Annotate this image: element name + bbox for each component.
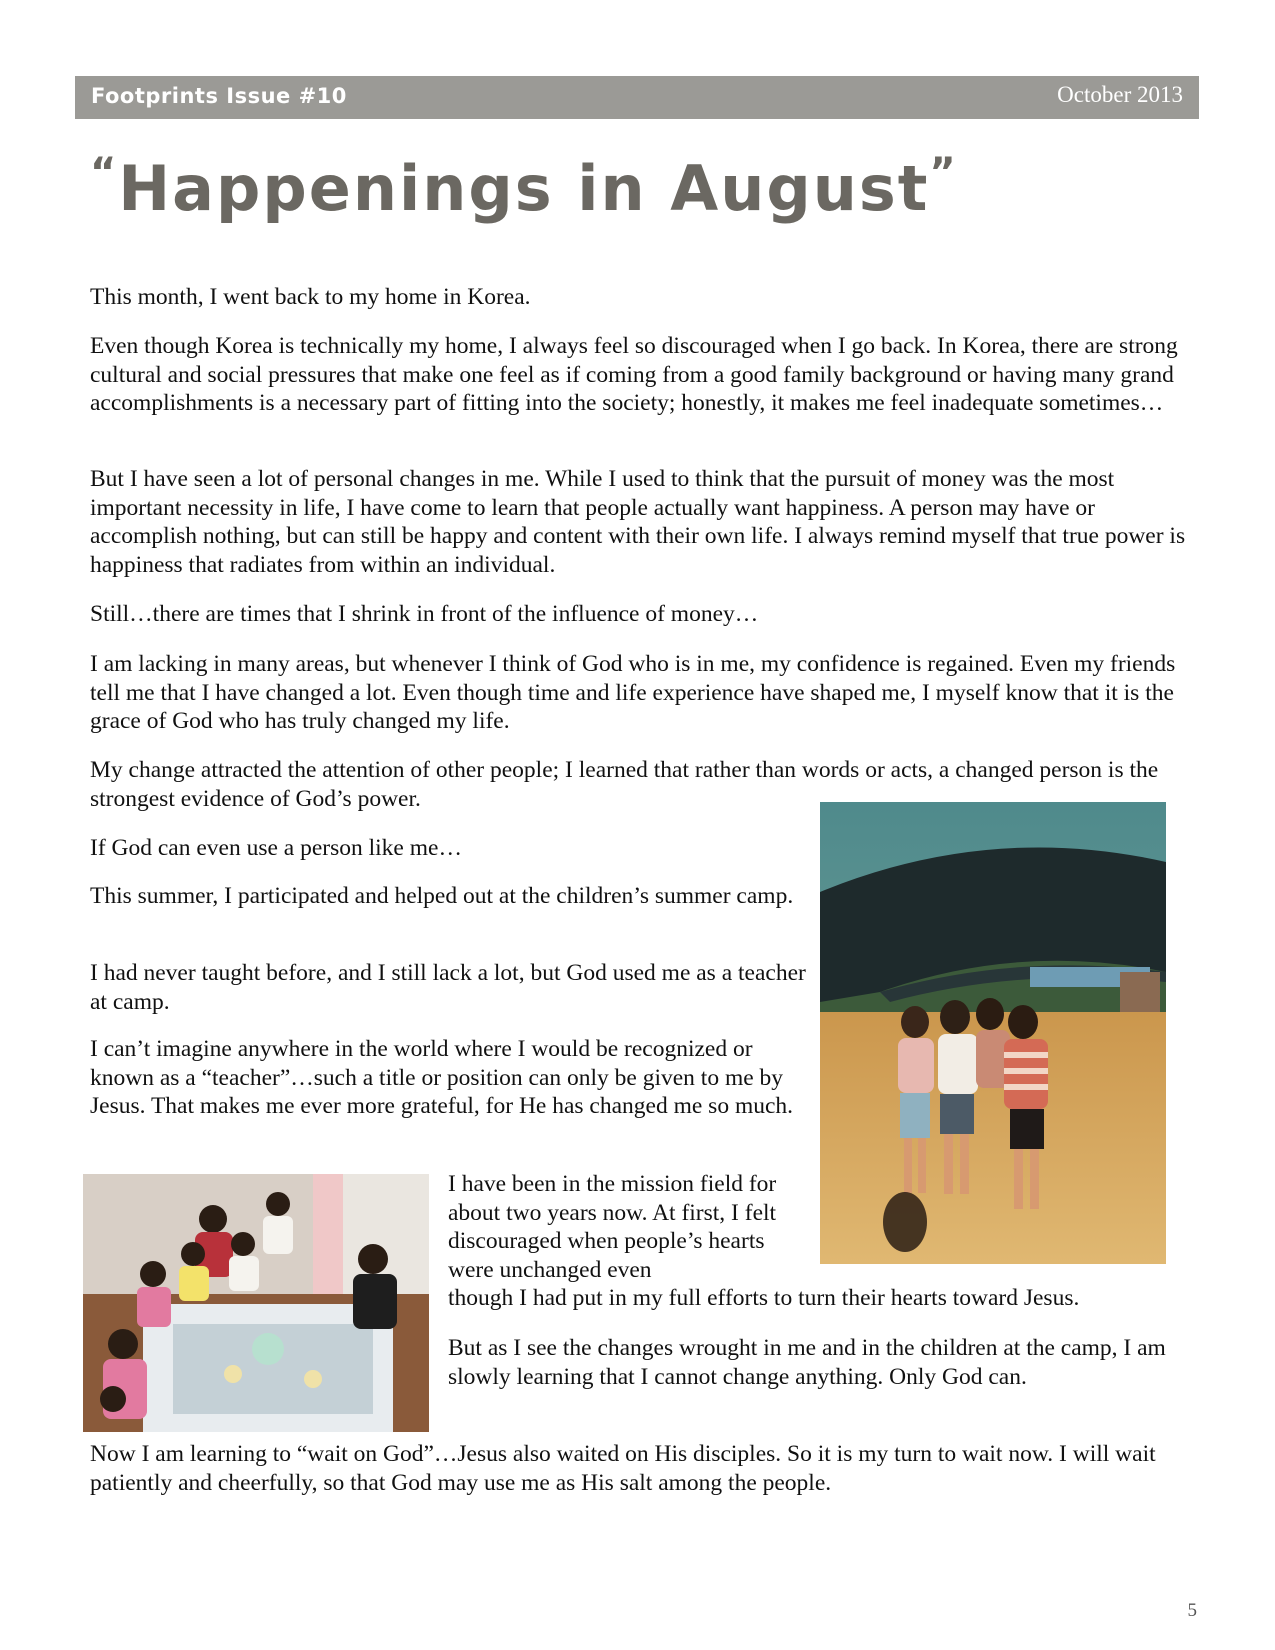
article-title: Happenings in August: [118, 152, 930, 225]
camp-photo-children-illustration: [83, 1174, 429, 1432]
camp-photo-girls-illustration: [820, 802, 1166, 1264]
page-number: 5: [1187, 1600, 1197, 1621]
paragraph-2: Even though Korea is technically my home, I always feel so discouraged when I go back. In Korea, there are strong cultural and social pressures that make one feel as if coming from a good family background or having many grand accomplishments is a necessary part of fitting into the society; honestly, it makes me feel inadequate sometimes…: [90, 333, 1178, 416]
issue-date: October 2013: [1057, 82, 1183, 107]
paragraph-11-continued: though I had put in my full efforts to turn their hearts toward Jesus.: [448, 1285, 1080, 1311]
header-bar: [75, 76, 1199, 119]
paragraph-3: But I have seen a lot of personal changes in me. While I used to think that the pursuit of money was the most important necessity in life, I have come to learn that people actually want happiness. A person may have or accomplish nothing, but can still be happy and content with their own life. I always remind myself that true power is happiness that radiates from within an individual.: [90, 466, 1186, 578]
issue-label: Footprints Issue #10: [91, 84, 347, 108]
paragraph-9: I had never taught before, and I still lack a lot, but God used me as a teacher at camp.: [90, 960, 806, 1015]
title-open-quote: “: [90, 150, 119, 196]
paragraph-5: I am lacking in many areas, but whenever I think of God who is in me, my confidence is regained. Even my friends tell me that I have changed a lot. Even though time and life experience have shaped me, I myself know that it is the grace of God who has truly changed my life.: [90, 651, 1176, 734]
paragraph-1: This month, I went back to my home in Korea.: [90, 284, 531, 310]
paragraph-6: My change attracted the attention of other people; I learned that rather than words or acts, a changed person is the strongest evidence of God’s power.: [90, 757, 1159, 812]
paragraph-10: I can’t imagine anywhere in the world where I would be recognized or known as a “teacher”…such a title or position can only be given to me by Jesus. That makes me ever more grateful, for He has changed me so much.: [90, 1036, 794, 1119]
paragraph-4: Still…there are times that I shrink in front of the influence of money…: [90, 601, 759, 627]
paragraph-7: If God can even use a person like me…: [90, 835, 462, 861]
paragraph-11: I have been in the mission field for about two years now. At first, I felt discouraged when people’s hearts were unchanged even: [448, 1171, 777, 1283]
article-title-heading: [90, 150, 958, 225]
camp-photo-girls: [820, 802, 1166, 1264]
title-close-quote: ”: [929, 150, 958, 196]
paragraph-12: But as I see the changes wrought in me and in the children at the camp, I am slowly learning that I cannot change anything. Only God can.: [448, 1335, 1166, 1390]
paragraph-8: This summer, I participated and helped out at the children’s summer camp.: [90, 883, 794, 909]
camp-photo-children: [83, 1174, 429, 1432]
paragraph-13: Now I am learning to “wait on God”…Jesus also waited on His disciples. So it is my turn to wait now. I will wait patiently and cheerfully, so that God may use me as His salt among the people.: [90, 1441, 1156, 1496]
